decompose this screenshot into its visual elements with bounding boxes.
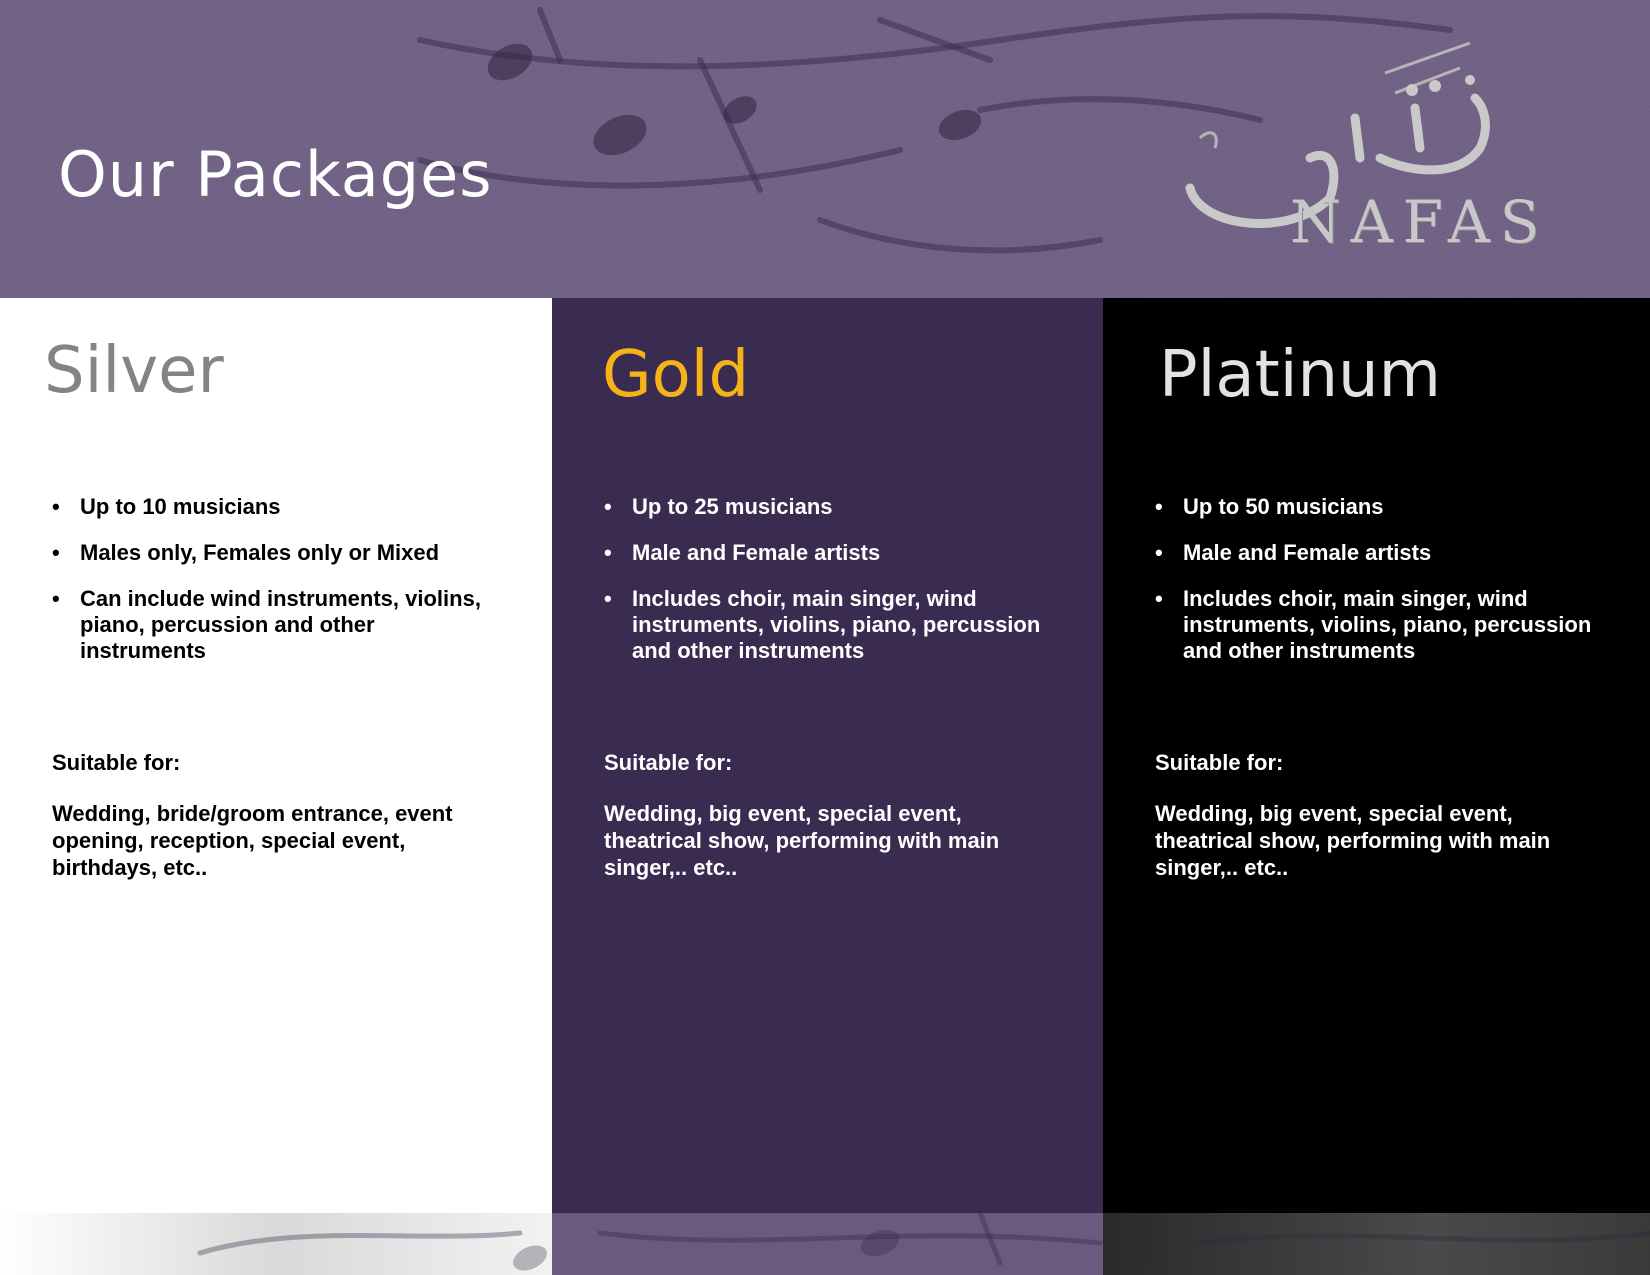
bullet-dot-icon: • xyxy=(52,586,60,611)
suitable-text: Wedding, bride/groom entrance, event opening, reception, special event, birthdays, etc.. xyxy=(52,801,453,880)
music-notes-texture-icon xyxy=(0,1213,1650,1275)
feature-text: Up to 25 musicians xyxy=(632,494,833,519)
bullet-dot-icon: • xyxy=(604,494,612,519)
package-title-gold: Gold xyxy=(602,338,750,412)
feature-item xyxy=(1155,494,1610,520)
suitable-label: Suitable for: xyxy=(604,750,733,775)
header-banner xyxy=(0,0,1650,298)
feature-item xyxy=(604,494,1063,520)
bullet-dot-icon: • xyxy=(1155,494,1163,519)
suitable-label: Suitable for: xyxy=(52,750,181,775)
feature-text: Male and Female artists xyxy=(632,540,881,565)
bullet-dot-icon: • xyxy=(604,586,612,611)
feature-text: Includes choir, main singer, wind instruments, violins, piano, percussion and other instruments xyxy=(632,586,1041,663)
package-column-gold xyxy=(552,298,1103,1213)
package-title-silver: Silver xyxy=(44,334,224,408)
bullet-dot-icon: • xyxy=(1155,586,1163,611)
page-title: Our Packages xyxy=(58,138,493,211)
feature-text: Males only, Females only or Mixed xyxy=(80,540,440,565)
feature-list-platinum xyxy=(1155,494,1610,684)
feature-text: Includes choir, main singer, wind instruments, violins, piano, percussion and other instruments xyxy=(1183,586,1592,663)
feature-list-gold xyxy=(604,494,1063,684)
bullet-dot-icon: • xyxy=(1155,540,1163,565)
bullet-dot-icon: • xyxy=(604,540,612,565)
feature-item xyxy=(1155,540,1610,566)
feature-list-silver xyxy=(52,494,492,684)
feature-item xyxy=(52,586,492,664)
footer-texture-strip xyxy=(0,1213,1650,1275)
feature-item xyxy=(604,540,1063,566)
suitable-text: Wedding, big event, special event, theatrical show, performing with main singer,.. etc.. xyxy=(1155,801,1551,880)
feature-item xyxy=(604,586,1063,664)
package-title-platinum: Platinum xyxy=(1159,338,1441,412)
bullet-dot-icon: • xyxy=(52,494,60,519)
nafas-calligraphy-logo-icon xyxy=(1180,38,1560,258)
package-column-platinum xyxy=(1103,298,1650,1213)
feature-text: Male and Female artists xyxy=(1183,540,1432,565)
logo-wordmark: NAFAS xyxy=(1290,188,1550,256)
package-column-silver xyxy=(0,298,552,1213)
suitable-text: Wedding, big event, special event, theatrical show, performing with main singer,.. etc.. xyxy=(604,801,1000,880)
feature-item xyxy=(52,540,492,566)
feature-text: Can include wind instruments, violins, piano, percussion and other instruments xyxy=(80,586,481,663)
feature-item xyxy=(52,494,492,520)
feature-text: Up to 10 musicians xyxy=(80,494,281,519)
feature-item xyxy=(1155,586,1610,664)
feature-text: Up to 50 musicians xyxy=(1183,494,1384,519)
bullet-dot-icon: • xyxy=(52,540,60,565)
suitable-label: Suitable for: xyxy=(1155,750,1284,775)
